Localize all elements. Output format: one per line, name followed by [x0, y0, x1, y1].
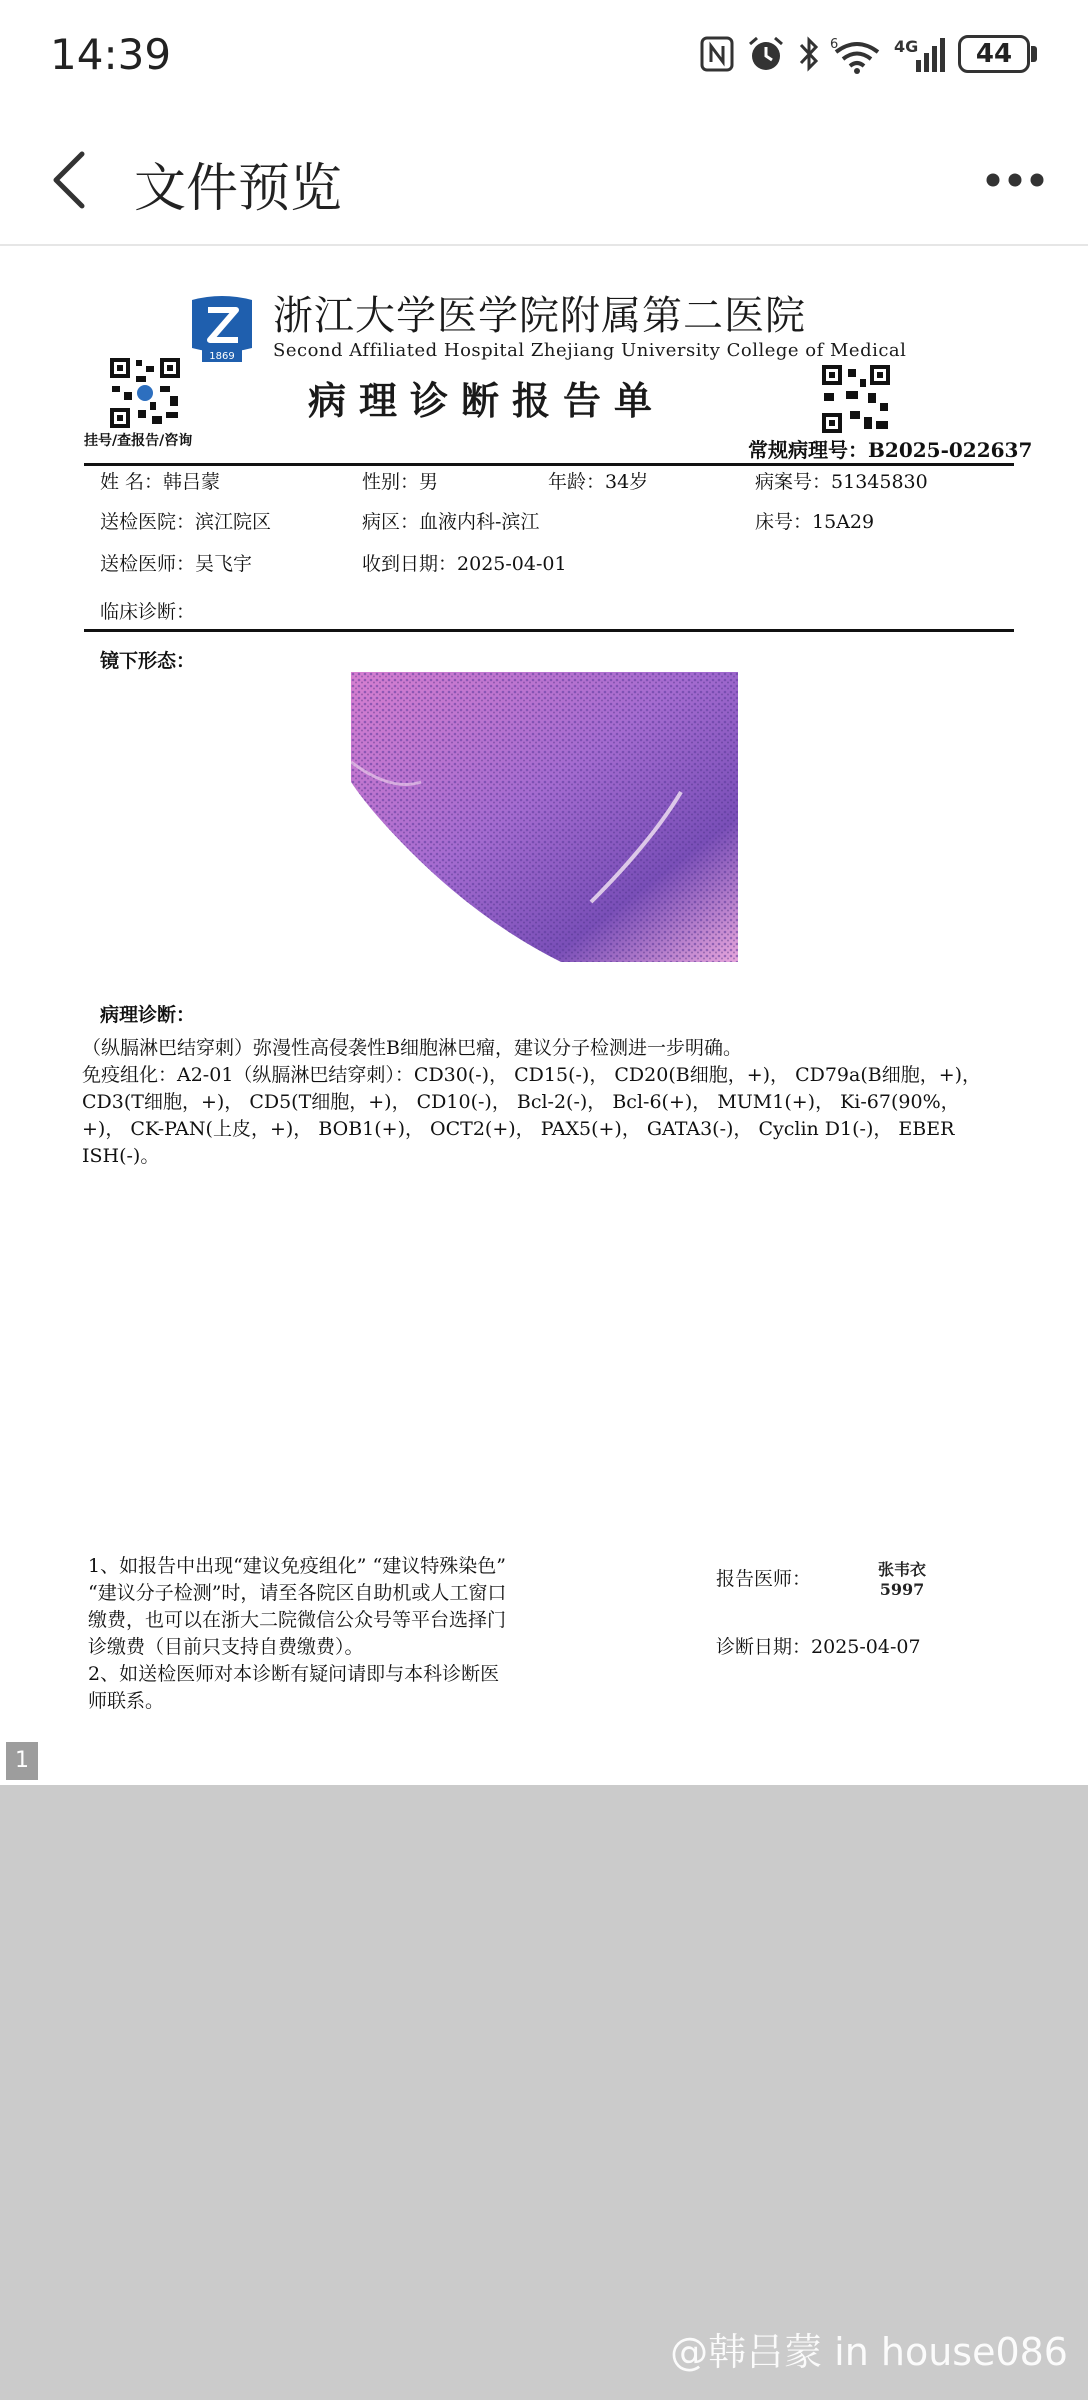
document-preview[interactable] [0, 248, 1088, 1785]
submitting-hospital: 送检医院：滨江院区 [100, 511, 272, 533]
diagnosis-text: （纵膈淋巴结穿刺）弥漫性高侵袭性B细胞淋巴瘤，建议分子检测进一步明确。 [82, 1037, 742, 1059]
doctor-signature: 张韦衣 5997 [877, 1560, 926, 1599]
note-item: 2、如送检医师对本诊断有疑问请即与本科诊断医师联系。 [88, 1663, 500, 1712]
svg-text:4G: 4G [894, 37, 919, 56]
hospital-logo [184, 292, 260, 364]
report-doctor-label: 报告医师： [716, 1568, 812, 1590]
status-bar [0, 0, 1088, 110]
signal-4g-icon [894, 34, 946, 74]
app-bar [0, 110, 1088, 246]
pathology-number: 常规病理号：B2025-022637 [748, 438, 1033, 462]
microscopy-label: 镜下形态： [100, 650, 196, 672]
page-gap [0, 1785, 1088, 2400]
battery-tip [1031, 46, 1037, 62]
wifi-icon [830, 34, 884, 74]
record-number: 病案号：51345830 [755, 471, 928, 493]
report-title: 病理诊断报告单 [308, 378, 666, 423]
divider [84, 629, 1014, 632]
clinical-diagnosis: 临床诊断： [100, 601, 196, 623]
status-time: 14:39 [50, 30, 172, 79]
diagnosis-label: 病理诊断： [100, 1004, 196, 1026]
patient-gender: 性别：男 [362, 471, 439, 493]
svg-text:6: 6 [830, 37, 839, 52]
immunohistochemistry-text: 免疫组化：A2-01（纵膈淋巴结穿刺）：CD30(-)， CD15(-)， CD20(B细胞，+)， CD79a(B细胞，+)， CD3(T细胞，+)， CD5(T细胞，+)， CD10(-)， Bcl-2(-)， Bcl-6(+)， MUM1(+)， Ki-67(90%，+)， CK-PAN(上皮，+)， BOB1(+)， OCT2(+)， PAX5(+)， GATA3(-)， Cyclin D1(-)， EBER ISH(-)。 [82, 1064, 982, 1167]
qr-caption: 挂号/查报告/咨询 [84, 433, 193, 449]
ward: 病区：血液内科-滨江 [362, 511, 540, 533]
chevron-left-icon [40, 140, 110, 220]
qr-code-icon [820, 363, 892, 435]
battery-icon: 44 [958, 35, 1030, 73]
bluetooth-icon [796, 34, 822, 74]
page-title: 文件预览 [134, 159, 343, 219]
back-button[interactable] [40, 140, 110, 220]
patient-name: 姓 名：韩吕蒙 [100, 471, 221, 493]
received-date: 收到日期：2025-04-01 [362, 553, 567, 575]
diagnosis-date: 诊断日期：2025-04-07 [716, 1636, 921, 1658]
nfc-icon [700, 34, 734, 74]
svg-text:1869: 1869 [209, 351, 235, 362]
patient-age: 年龄：34岁 [548, 471, 649, 493]
note-item: 1、如报告中出现“建议免疫组化” “建议特殊染色” “建议分子检测”时，请至各院区自助机或人工窗口缴费，也可以在浙大二院微信公众号等平台选择门诊缴费（目前只支持自费缴费）。 [88, 1555, 507, 1658]
bed-number: 床号：15A29 [755, 511, 875, 533]
report-notes [88, 1553, 518, 1715]
page-indicator: 1 [6, 1742, 38, 1780]
hospital-name-en: Second Affiliated Hospital Zhejiang University College of Medical [273, 340, 907, 361]
microscopy-image [351, 672, 738, 962]
more-horizontal-icon [980, 160, 1050, 200]
divider [84, 463, 1014, 466]
watermark: @韩吕蒙 in house086 [670, 2330, 1068, 2374]
alarm-icon [746, 34, 786, 74]
submitting-doctor: 送检医师：吴飞宇 [100, 553, 253, 575]
qr-code-icon [108, 356, 182, 430]
more-button[interactable] [980, 160, 1050, 200]
hospital-name-cn: 浙江大学医学院附属第二医院 [273, 293, 806, 339]
